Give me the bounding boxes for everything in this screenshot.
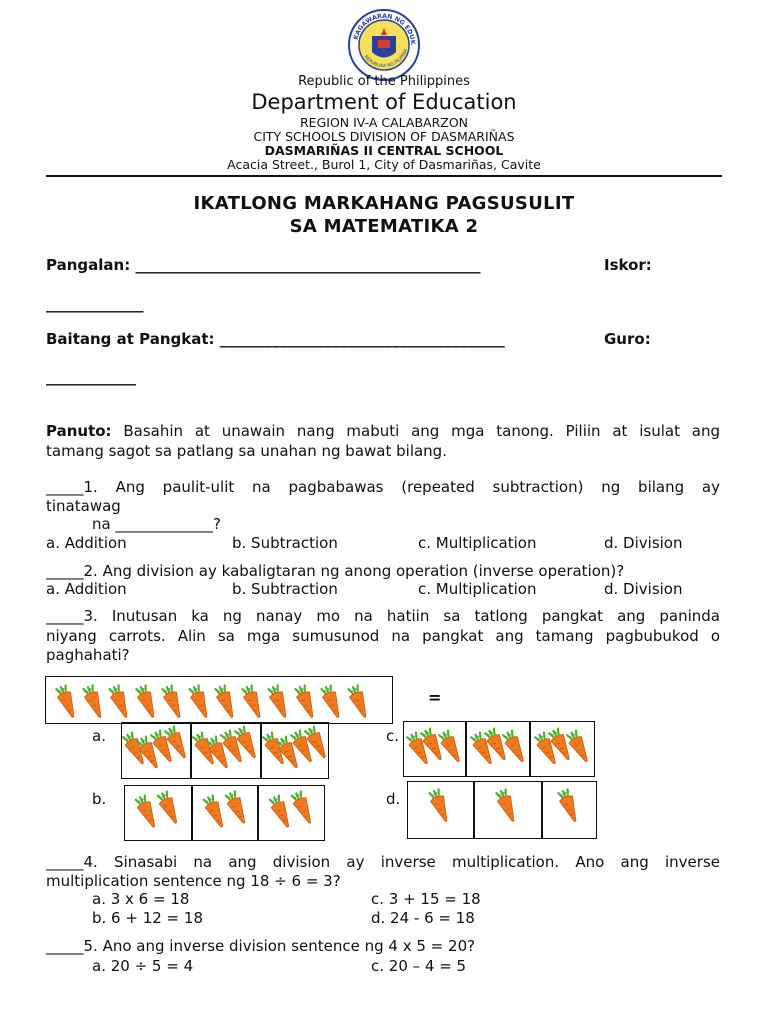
carrot-icon <box>158 791 180 825</box>
deped-seal <box>347 8 421 82</box>
carrot-icon <box>504 730 526 764</box>
carrot-icon <box>56 685 78 719</box>
carrot-icon <box>242 685 264 719</box>
carrot-icon <box>558 789 580 823</box>
q3-line1: _____3. Inutusan ka ng nanay mo na hatiin sa tatlong pangkat ang paninda <box>46 607 720 625</box>
q5-line1: _____5. Ano ang inverse division sentence ng 4 x 5 = 20? <box>46 937 476 955</box>
carrot-icon <box>268 685 290 719</box>
carrot-icon <box>321 685 343 719</box>
carrot-icon <box>109 685 131 719</box>
option-d-label[interactable]: d. <box>386 790 401 808</box>
q3-line3: paghahati? <box>46 646 130 664</box>
seal-text-top: KAGAWARAN NG EDUK <box>352 12 417 45</box>
q2-line1: _____2. Ang division ay kabaligtaran ng anong operation (inverse operation)? <box>46 562 625 580</box>
region-text: REGION IV-A CALABARZON <box>299 115 469 130</box>
option-a-label[interactable]: a. <box>92 727 106 745</box>
option-c-label[interactable]: c. <box>386 727 400 745</box>
q1-choice-a: a. Addition <box>46 534 127 552</box>
carrot-icon <box>496 789 518 823</box>
q2-choice-d: d. Division <box>604 580 683 598</box>
carrot-icon <box>236 726 258 760</box>
school-address: Acacia Street., Burol 1, City of Dasmariñas, Cavite <box>227 157 541 172</box>
name-blank[interactable]: ______________________________________________ <box>135 256 481 274</box>
score-label: Iskor: <box>604 256 652 274</box>
q1-line3: na _____________? <box>92 515 221 533</box>
exam-title-line1: IKATLONG MARKAHANG PAGSUSULIT <box>193 193 575 214</box>
q4-choice-c: c. 3 + 15 = 18 <box>371 890 481 908</box>
carrot-icon <box>429 789 451 823</box>
division-text: CITY SCHOOLS DIVISION OF DASMARIÑAS <box>253 129 515 144</box>
q1-line1: _____1. Ang paulit-ulit na pagbabawas (repeated subtraction) ng bilang ay <box>46 478 720 496</box>
q4-line1: _____4. Sinasabi na ang division ay inverse multiplication. Ano ang inverse <box>46 853 720 871</box>
carrot-icon <box>83 685 105 719</box>
instructions-line1: Panuto: Basahin at unawain nang mabuti ang mga tanong. Piliin at isulat ang <box>46 422 720 440</box>
q1-choice-d: d. Division <box>604 534 683 552</box>
q4-choice-d: d. 24 - 6 = 18 <box>371 909 475 927</box>
carrot-icon <box>348 685 370 719</box>
q3-line2: niyang carrots. Alin sa mga sumusunod na pangkat ang tamang pagbubukod o <box>46 627 720 645</box>
grade-section-label: Baitang at Pangkat: ______________________________________ <box>46 330 505 348</box>
instructions-line2: tamang sagot sa patlang sa unahan ng bawat bilang. <box>46 442 447 460</box>
q5-choice-c: c. 20 – 4 = 5 <box>371 957 467 975</box>
header-divider <box>46 175 722 177</box>
department-title: Department of Education <box>251 90 517 114</box>
carrot-icon <box>215 685 237 719</box>
republic-text: Republic of the Philippines <box>298 74 470 89</box>
q4-choice-b: b. 6 + 12 = 18 <box>92 909 203 927</box>
carrot-icon <box>295 685 317 719</box>
equals-sign: = <box>428 688 442 707</box>
carrot-icon <box>440 730 462 764</box>
exam-title-line2: SA MATEMATIKA 2 <box>289 216 479 237</box>
seal-text-bottom: REPUBLIKA NG PILIPINA <box>362 48 410 70</box>
q1-choice-c: c. Multiplication <box>418 534 537 552</box>
q5-choice-a: a. 20 ÷ 5 = 4 <box>92 957 194 975</box>
carrot-icon <box>306 726 328 760</box>
name-label: Pangalan: ______________________________________________ <box>46 256 481 274</box>
q2-choice-b: b. Subtraction <box>232 580 338 598</box>
school-name: DASMARIÑAS II CENTRAL SCHOOL <box>264 143 504 158</box>
q2-choice-c: c. Multiplication <box>418 580 537 598</box>
q1-line2: tinatawag <box>46 497 121 515</box>
carrot-icon <box>162 685 184 719</box>
q2-choice-a: a. Addition <box>46 580 127 598</box>
carrot-icon <box>226 791 248 825</box>
carrot-icon <box>292 791 314 825</box>
score-blank[interactable]: _____________ <box>46 295 144 313</box>
option-b-label[interactable]: b. <box>92 790 107 808</box>
carrot-icon <box>189 685 211 719</box>
grade-section-blank[interactable]: ______________________________________ <box>219 330 505 348</box>
carrot-icon <box>568 730 590 764</box>
carrot-icon <box>136 685 158 719</box>
carrot-icon <box>166 726 188 760</box>
teacher-blank[interactable]: ____________ <box>46 368 136 386</box>
teacher-label: Guro: <box>604 330 651 348</box>
q4-line2: multiplication sentence ng 18 ÷ 6 = 3? <box>46 872 341 890</box>
q1-choice-b: b. Subtraction <box>232 534 338 552</box>
q4-choice-a: a. 3 x 6 = 18 <box>92 890 190 908</box>
